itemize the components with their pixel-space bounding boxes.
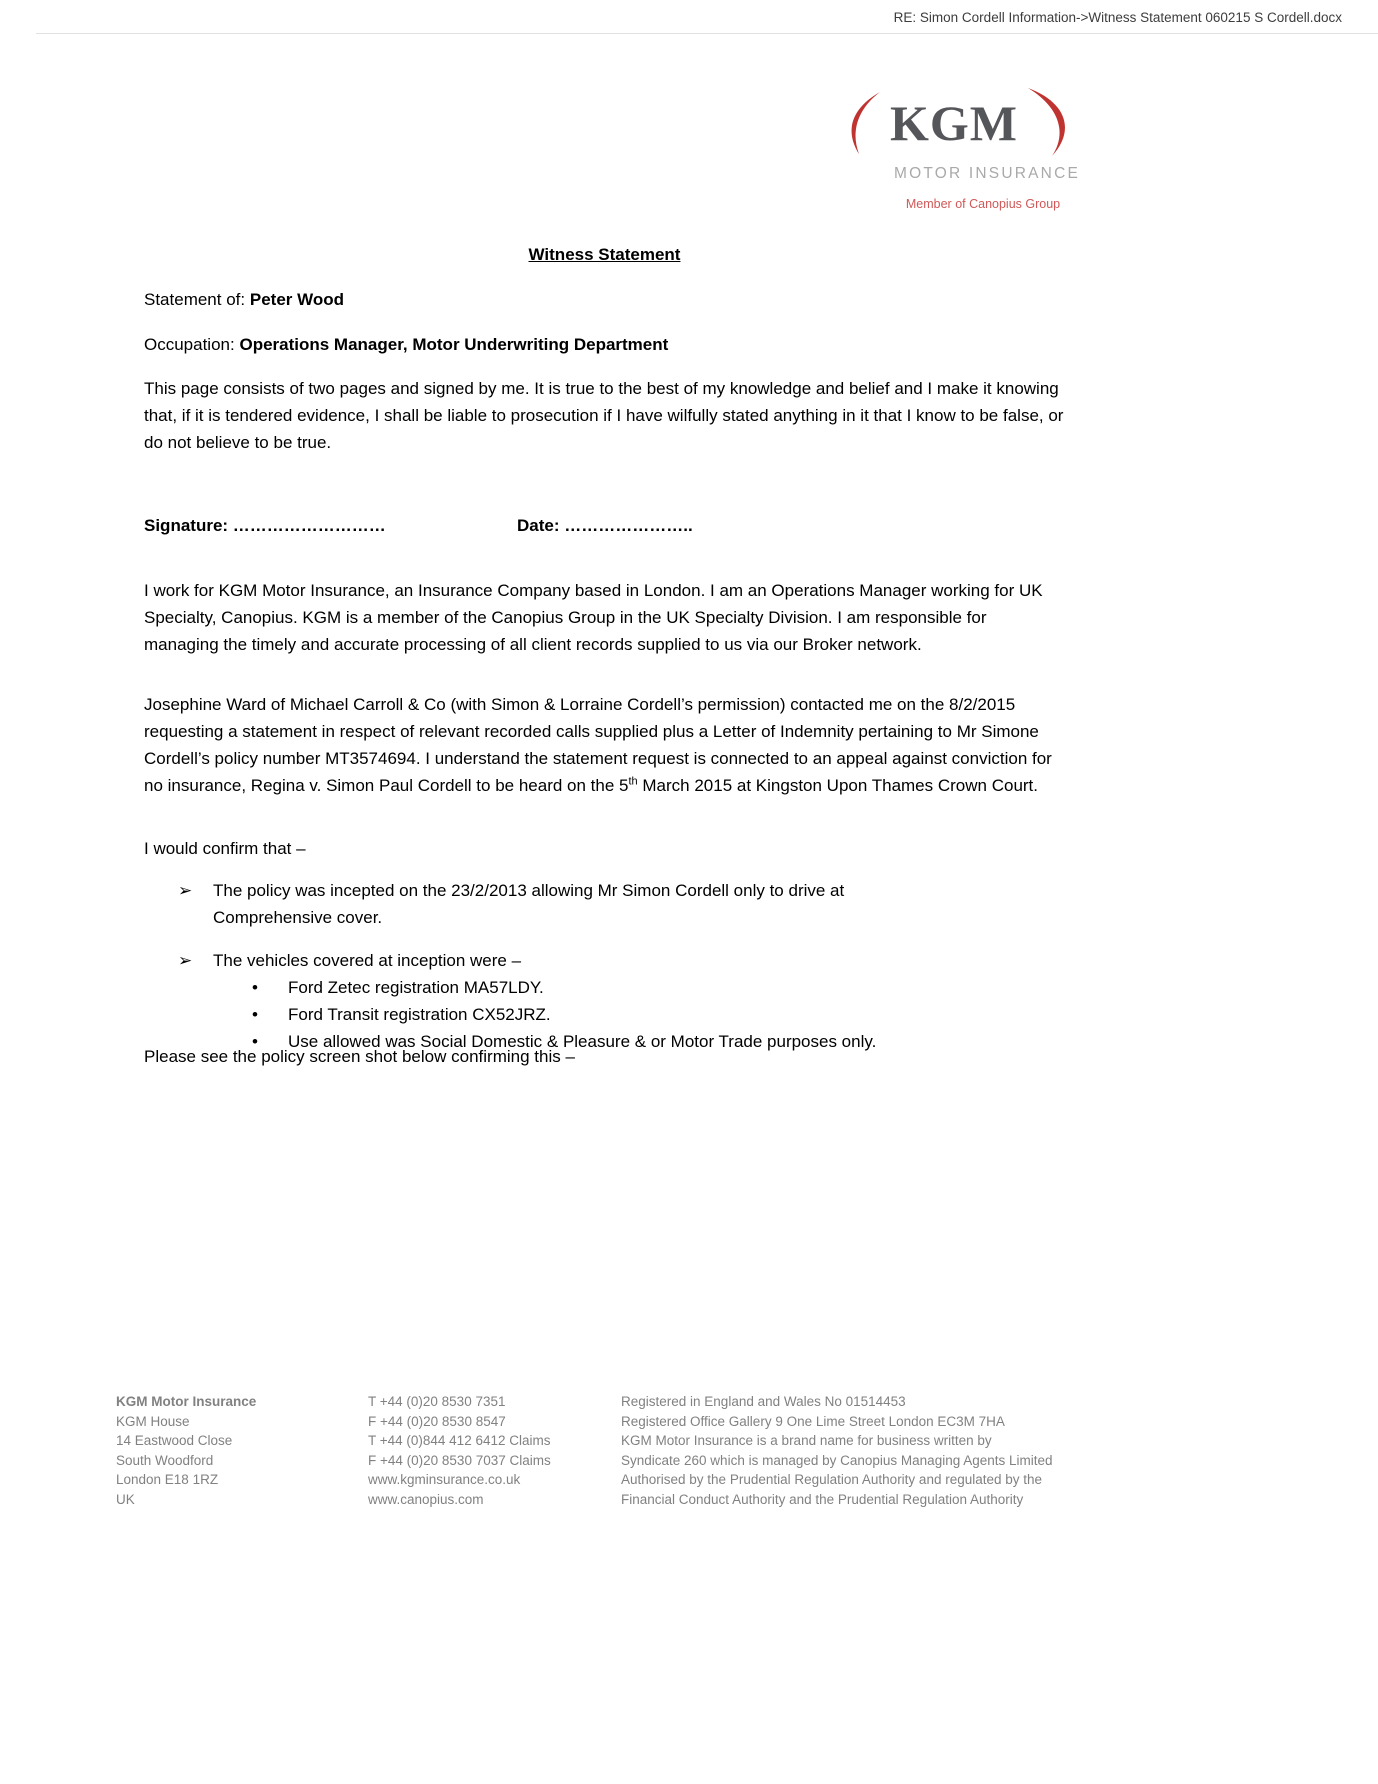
ordinal-superscript: th (628, 775, 638, 788)
closing-line: Please see the policy screen shot below confirming this – (144, 1047, 575, 1066)
page-title: Witness Statement (528, 245, 681, 264)
logo-right-swoosh-icon (1028, 88, 1065, 156)
sub-bullet-text: Use allowed was Social Domestic & Pleasure & or Motor Trade purposes only. (288, 1032, 877, 1051)
footer-address (116, 1392, 368, 1509)
kgm-logo (842, 86, 1081, 218)
footer-line: T +44 (0)844 412 6412 Claims (368, 1433, 551, 1448)
confirm-intro: I would confirm that – (144, 839, 306, 858)
footer-website-kgm: www.kgminsurance.co.uk (368, 1472, 521, 1487)
signature-label: Signature: (144, 516, 229, 535)
statement-of-label: Statement of: (144, 290, 246, 309)
sub-bullet-text: Ford Transit registration CX52JRZ. (288, 1005, 551, 1024)
logo-brand-text: KGM (890, 95, 1018, 151)
date-label: Date: (517, 516, 560, 535)
signature-line (144, 512, 1065, 539)
date-part (517, 512, 693, 539)
footer-line: South Woodford (116, 1452, 214, 1468)
arrow-bullet-icon: ➢ (178, 881, 193, 900)
logo-tagline: Member of Canopius Group (905, 197, 1061, 211)
footer-contact (368, 1392, 621, 1509)
occupation-label: Occupation: (144, 335, 235, 354)
footer-line: Syndicate 260 which is managed by Canopius Managing Agents Limited (621, 1452, 1053, 1468)
footer-line: F +44 (0)20 8530 8547 (368, 1413, 506, 1429)
sub-bullet-item (213, 1001, 963, 1028)
footer-line: UK (116, 1491, 135, 1507)
bullet-list (178, 877, 1048, 1071)
sub-bullet-item (213, 974, 963, 1001)
header-divider (36, 33, 1378, 34)
footer-website-canopius: www.canopius.com (368, 1491, 484, 1507)
date-dots: ………………….. (564, 516, 693, 535)
dot-bullet-icon: • (252, 978, 258, 997)
logo-left-swoosh-icon (852, 92, 880, 154)
work-paragraph: I work for KGM Motor Insurance, an Insurance Company based in London. I am an Operations Manager working for UK Specialty, Canopius. KGM is a member of the Canopius Group in the UK Specialty Division. I am responsible for managing the timely and accurate processing of all client records supplied to us via our Broker network. (144, 581, 1043, 654)
page-footer (116, 1392, 1141, 1509)
occupation-value: Operations Manager, Motor Underwriting Department (239, 335, 669, 354)
footer-line: Financial Conduct Authority and the Prudential Regulation Authority (621, 1491, 1024, 1507)
dot-bullet-icon: • (252, 1032, 258, 1051)
logo-subtitle: MOTOR INSURANCE (894, 165, 1081, 182)
occupation-line (144, 331, 668, 358)
footer-line: T +44 (0)20 8530 7351 (368, 1394, 506, 1409)
footer-line: Registered Office Gallery 9 One Lime Street London EC3M 7HA (621, 1413, 1005, 1429)
signature-dots: ……………………… (232, 516, 386, 535)
sub-bullet-text: Ford Zetec registration MA57LDY. (288, 978, 544, 997)
footer-line: F +44 (0)20 8530 7037 Claims (368, 1452, 551, 1468)
statement-of-value: Peter Wood (249, 290, 344, 309)
dot-bullet-icon: • (252, 1005, 258, 1024)
footer-line: KGM House (116, 1413, 190, 1429)
request-paragraph (144, 691, 1065, 799)
declaration-paragraph: This page consists of two pages and signed by me. It is true to the best of my knowledge and belief and I make it knowing that, if it is tendered evidence, I shall be liable to prosecution if I have wilfully stated anything in it that I know to be false, or do not believe to be true. (144, 379, 1064, 452)
footer-line: KGM Motor Insurance is a brand name for business written by (621, 1433, 992, 1448)
footer-line: Authorised by the Prudential Regulation Authority and regulated by the (621, 1472, 1043, 1487)
footer-line: London E18 1RZ (116, 1472, 219, 1487)
kgm-logo-mark (842, 86, 1074, 160)
footer-legal (621, 1392, 1141, 1509)
footer-line: Registered in England and Wales No 01514453 (621, 1394, 906, 1409)
bullet-text: The policy was incepted on the 23/2/2013 allowing Mr Simon Cordell only to drive at Comprehensive cover. (213, 881, 845, 927)
request-paragraph-text: Josephine Ward of Michael Carroll & Co (with Simon & Lorraine Cordell’s permission) contacted me on the 8/2/2015 requesting a statement in respect of relevant recorded calls supplied plus a Letter of Indemnity pertaining to Mr Simone Cordell’s policy number MT3574694. I understand the statement request is connected to an appeal against conviction for no insurance, Regina v. Simon Paul Cordell to be heard on the 5 (144, 695, 1052, 795)
bullet-item (178, 877, 1048, 931)
document-filename: RE: Simon Cordell Information->Witness Statement 060215 S Cordell.docx (893, 10, 1342, 25)
bullet-text: The vehicles covered at inception were – (213, 951, 522, 970)
footer-line: KGM Motor Insurance (116, 1394, 257, 1409)
request-paragraph-tail: March 2015 at Kingston Upon Thames Crown Court. (637, 776, 1039, 795)
arrow-bullet-icon: ➢ (178, 951, 193, 970)
bullet-item (178, 947, 1048, 1055)
footer-line: 14 Eastwood Close (116, 1433, 233, 1448)
statement-of-line (144, 286, 344, 313)
